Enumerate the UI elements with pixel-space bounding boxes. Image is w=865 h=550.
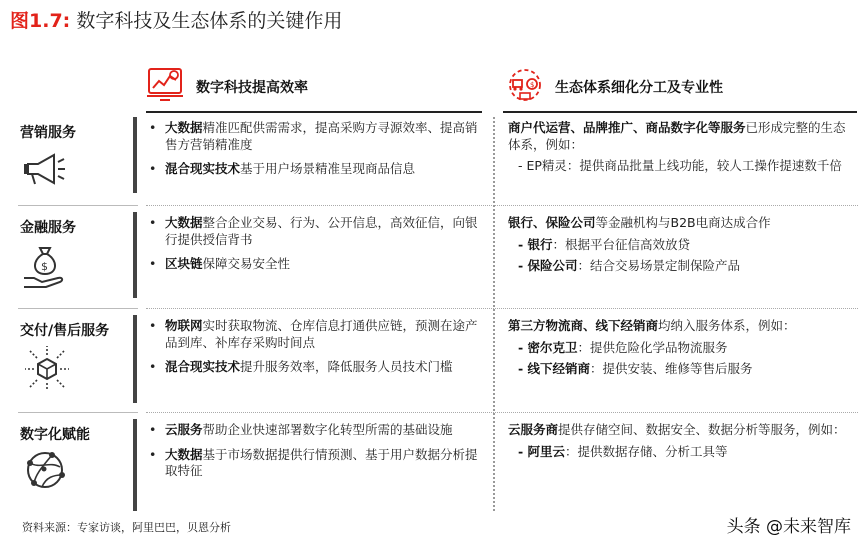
money-bag-icon — [22, 244, 68, 292]
row-divider — [18, 412, 138, 413]
lead-text: 商户代运营、品牌推广、商品数字化等服务已形成完整的生态体系，例如： — [508, 120, 846, 152]
page-title — [10, 6, 342, 33]
figure-number: 图1.7: — [10, 10, 71, 32]
column-header-ecosystem-label: 生态体系细化分工及专业性 — [555, 80, 723, 96]
row-label-marketing: 营销服务 — [20, 125, 76, 141]
row-bar-marketing — [133, 117, 137, 193]
ecosystem-icon — [505, 66, 545, 108]
row-bar-digital — [133, 419, 137, 511]
finance-tech-cell — [147, 215, 482, 281]
list-item: • 混合现实技术基于用户场景精准呈现商品信息 — [147, 161, 482, 178]
list-item: - 密尔克卫：提供危险化学品物流服务 — [518, 339, 728, 355]
row-divider-dotted — [146, 412, 858, 413]
lead-text: 第三方物流商、线下经销商均纳入服务体系，例如： — [508, 318, 796, 333]
column-header-tech-label: 数字科技提高效率 — [196, 80, 308, 96]
row-bar-finance — [133, 212, 137, 298]
digital-tech-cell — [147, 422, 482, 488]
list-item: - 保险公司：结合交易场景定制保险产品 — [518, 258, 741, 273]
source-note: 资料来源：专家访谈，阿里巴巴，贝恩分析 — [22, 521, 231, 534]
list-item: - 线下经销商：提供安装、维修等售后服务 — [518, 361, 753, 376]
list-item: - 阿里云：提供数据存储、分析工具等 — [518, 443, 728, 459]
watermark: 头条 @未来智库 — [726, 517, 851, 537]
list-item: • 大数据精准匹配供需需求，提高采购方寻源效率、提高销售方营销精准度 — [147, 120, 482, 153]
row-divider-dotted — [146, 205, 858, 206]
delivery-box-icon — [22, 343, 72, 397]
lead-text: 云服务商提供存储空间、数据安全、数据分析等服务，例如： — [508, 422, 846, 437]
svg-text:$: $ — [41, 260, 48, 273]
row-divider — [18, 308, 138, 309]
list-item: • 混合现实技术提升服务效率，降低服务人员技术门槛 — [147, 359, 482, 376]
marketing-tech-cell — [147, 120, 482, 186]
finance-ecosystem-cell — [508, 215, 853, 275]
list-item: • 云服务帮助企业快速部署数字化转型所需的基础设施 — [147, 422, 482, 439]
column-header-tech — [146, 66, 308, 108]
delivery-tech-cell — [147, 318, 482, 384]
figure-title: 数字科技及生态体系的关键作用 — [76, 10, 343, 32]
row-label-delivery: 交付/售后服务 — [20, 323, 110, 339]
marketing-ecosystem-cell — [508, 120, 853, 175]
digital-ecosystem-cell — [508, 422, 853, 460]
header-underline-left — [146, 111, 482, 113]
lead-text: 银行、保险公司等金融机构与B2B电商达成合作 — [508, 215, 771, 230]
row-label-digital: 数字化赋能 — [20, 427, 90, 443]
row-label-finance: 金融服务 — [20, 220, 76, 236]
delivery-ecosystem-cell — [508, 318, 853, 378]
row-divider-dotted — [146, 308, 858, 309]
header-underline-right — [503, 111, 857, 113]
megaphone-icon — [22, 150, 68, 194]
list-item: • 大数据整合企业交易、行为、公开信息，高效征信，向银行提供授信背书 — [147, 215, 482, 248]
list-item: - 银行：根据平台征信高效放贷 — [518, 236, 691, 252]
svg-text:$: $ — [530, 81, 535, 89]
row-divider — [18, 205, 138, 206]
network-globe-icon — [22, 447, 68, 497]
list-item: - EP精灵：提供商品批量上线功能，较人工操作提速数千倍 — [518, 158, 842, 173]
column-divider — [493, 117, 495, 511]
column-header-ecosystem — [505, 66, 723, 108]
analytics-icon — [146, 66, 186, 108]
row-bar-delivery — [133, 315, 137, 403]
list-item: • 大数据基于市场数据提供行情预测、基于用户数据分析提取特征 — [147, 447, 482, 480]
list-item: • 物联网实时获取物流、仓库信息打通供应链，预测在途产品到库、补库存采购时间点 — [147, 318, 482, 351]
list-item: • 区块链保障交易安全性 — [147, 256, 482, 273]
